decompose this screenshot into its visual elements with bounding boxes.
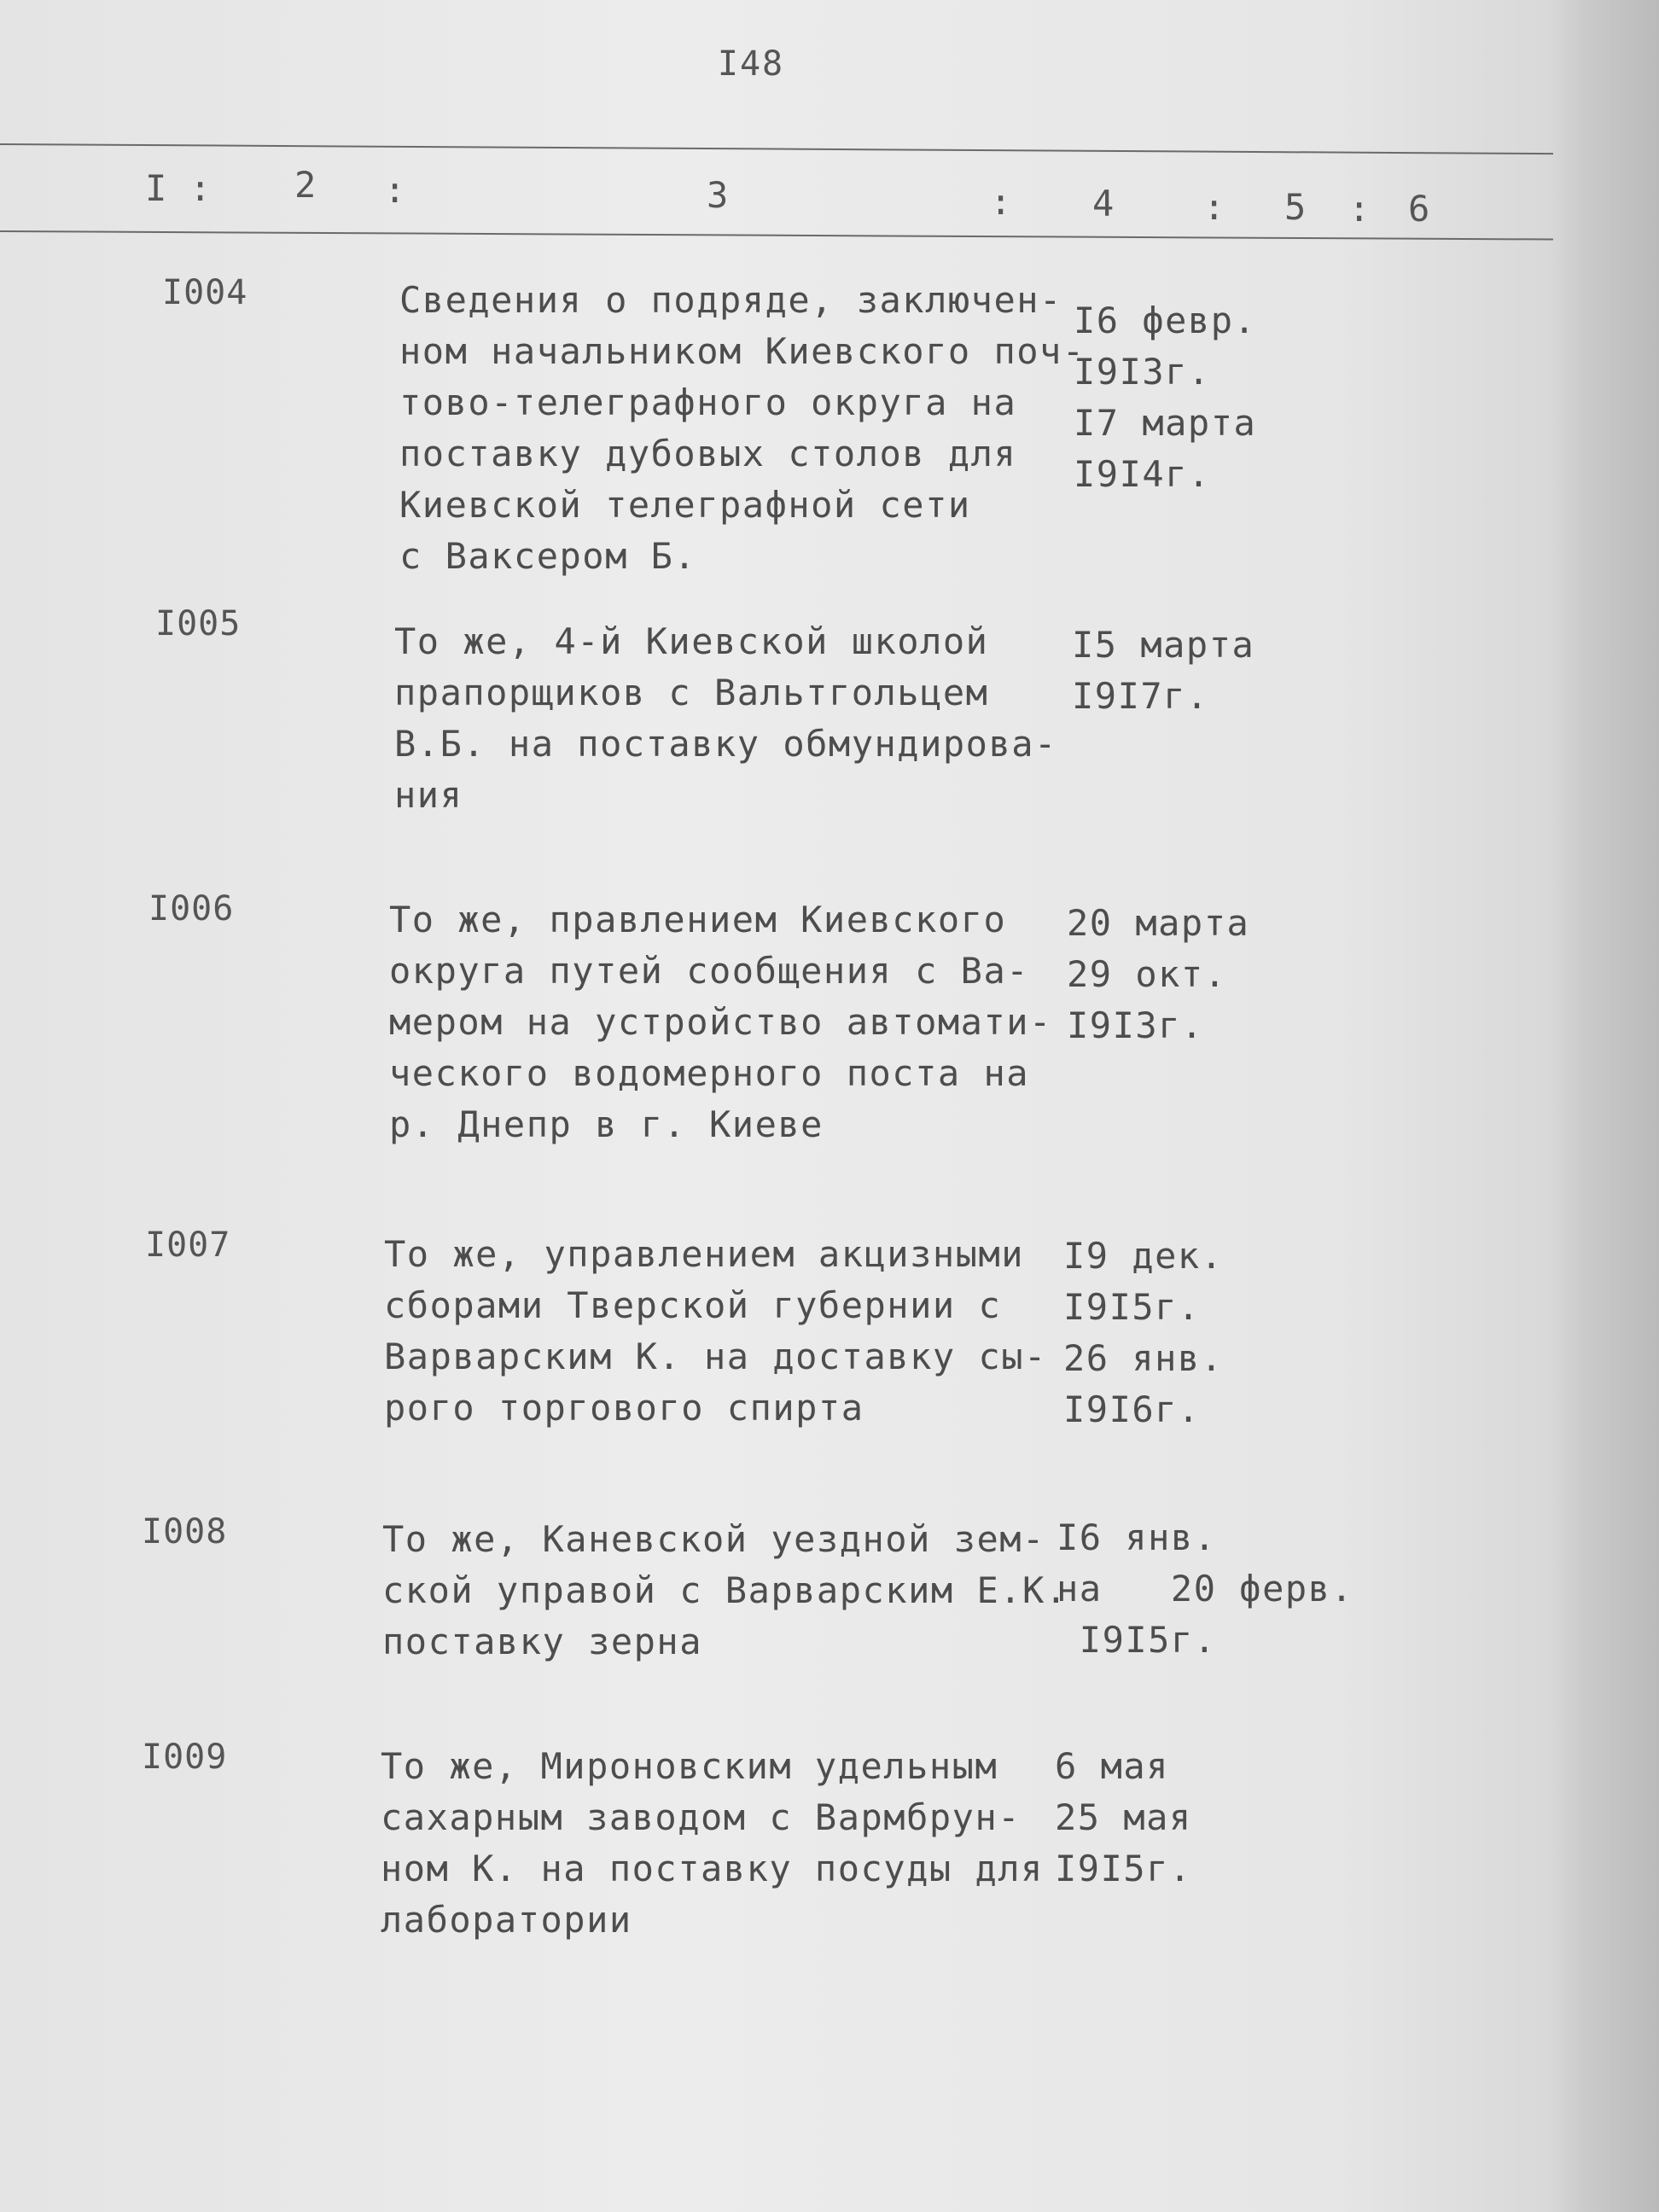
entry-description [382,1514,1068,1668]
date-line: I9I3г. [1067,1004,1204,1046]
entry-description [399,275,1086,582]
description-line: Варварским К. на доставку сы- [384,1336,1047,1377]
header-top-rule [0,143,1553,154]
date-line: на 20 ферв. [1057,1568,1354,1610]
date-line: I9 дек. [1063,1235,1224,1277]
date-line: I9I4г. [1074,453,1211,495]
entry-dates [1072,620,1254,722]
date-line: I7 марта [1074,402,1257,444]
description-line: поставку зерна [382,1621,703,1662]
entry-description [384,1229,1047,1434]
entry-dates [1055,1741,1192,1895]
description-line: р. Днепр в г. Киеве [389,1103,824,1145]
entry-dates [1063,1231,1224,1435]
description-line: То же, управлением акцизными [384,1233,1025,1275]
entry-number: I008 [142,1512,228,1551]
column-header-1: I [145,167,167,209]
description-line: ской управой с Варварским Е.К. [382,1569,1068,1611]
date-line: I9I3г. [1074,351,1211,393]
column-header-separator: : [384,169,406,211]
date-line: I9I7г. [1072,675,1209,717]
description-line: В.Б. на поставку обмундирова- [394,723,1057,765]
date-line: I6 янв. [1057,1516,1217,1558]
description-line: тово-телеграфного округа на [399,381,1017,423]
date-line: I5 марта [1072,624,1255,666]
column-header-separator: : [1348,188,1371,230]
column-header-2: 2 [294,164,317,206]
date-line: I9I6г. [1063,1388,1201,1430]
description-line: То же, правлением Киевского [389,899,1007,940]
description-line: Сведения о подряде, заключен- [399,279,1062,321]
column-header-4: 4 [1092,183,1115,224]
entry-number: I006 [148,889,235,928]
date-line: 6 мая [1055,1745,1169,1787]
page-number: I48 [717,44,785,84]
description-line: ном К. на поставку посуды для [381,1848,1044,1889]
column-header-5: 5 [1284,186,1307,228]
entry-number: I005 [155,604,242,643]
description-line: Киевской телеграфной сети [399,484,971,526]
entry-number: I004 [162,273,248,312]
date-line: I9I5г. [1055,1848,1192,1889]
date-line: 29 окт. [1067,953,1227,995]
description-line: То же, Мироновским удельным [381,1745,998,1787]
description-line: ческого водомерного поста на [389,1052,1030,1094]
description-line: сборами Тверской губернии с [384,1284,1002,1326]
date-line: I6 февр. [1074,300,1257,341]
description-line: То же, 4-й Киевской школой [394,620,989,662]
description-line: поставку дубовых столов для [399,433,1017,474]
entry-dates [1067,898,1249,1051]
column-header-separator: : [1203,186,1225,228]
column-header-3: 3 [707,174,729,216]
column-header-6: 6 [1408,188,1430,230]
date-line: 25 мая [1055,1796,1192,1838]
description-line: округа путей сообщения с Ва- [389,950,1030,992]
description-line: То же, Каневской уездной зем- [382,1518,1045,1560]
column-header-separator: : [189,167,212,209]
description-line: ния [394,774,463,816]
entry-description [389,894,1052,1150]
entry-dates [1074,295,1256,500]
entry-number: I009 [142,1738,228,1777]
description-line: сахарным заводом с Вармбрун- [381,1796,1022,1838]
description-line: ном начальником Киевского поч- [399,330,1086,372]
page-edge-shadow [1549,0,1659,2212]
header-bottom-rule [0,230,1553,241]
description-line: мером на устройство автомати- [389,1001,1052,1043]
description-line: с Ваксером Б. [399,535,697,577]
entry-number: I007 [145,1225,231,1265]
description-line: рого торгового спирта [384,1387,864,1429]
date-line: 20 марта [1067,902,1250,944]
entry-dates [1057,1512,1353,1666]
description-line: прапорщиков с Вальтгольцем [394,672,989,713]
entry-description [394,616,1057,821]
date-line: 26 янв. [1063,1337,1224,1379]
column-header-separator: : [990,181,1012,223]
description-line: лаборатории [381,1899,632,1941]
date-line: I9I5г. [1057,1619,1217,1661]
date-line: I9I5г. [1063,1286,1201,1328]
entry-description [381,1741,1044,1946]
